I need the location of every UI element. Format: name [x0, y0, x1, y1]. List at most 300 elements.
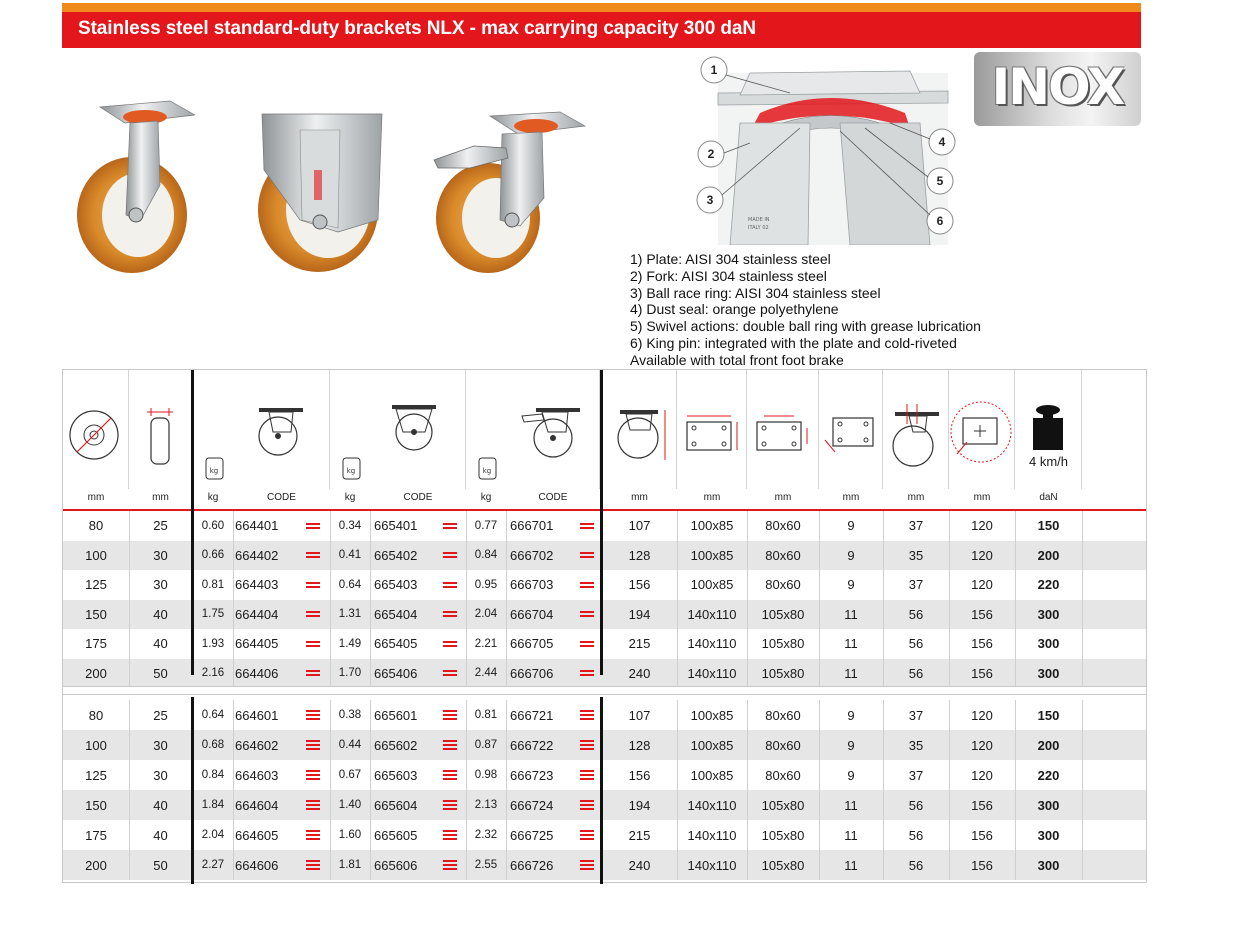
cell-plate: 140x110	[687, 827, 737, 843]
cell-h: 107	[628, 518, 651, 534]
exploded-diagram	[690, 53, 960, 245]
cell-kg2: 0.64	[338, 578, 362, 591]
cell-kg1: 1.84	[201, 799, 225, 811]
table-row	[63, 541, 1146, 571]
note-line: 5) Swivel actions: double ball ring with grease lubrication	[630, 318, 981, 335]
cell-separator	[1082, 659, 1083, 689]
cell-load: 300	[1037, 827, 1060, 843]
cell-separator	[506, 820, 507, 850]
cell-code3: 666725	[510, 827, 554, 843]
cell-separator	[233, 659, 234, 689]
cell-radius: 156	[971, 857, 993, 873]
cell-code1: 664401	[235, 518, 279, 534]
unit-label: mm	[631, 492, 648, 503]
cell-plate: 100x85	[690, 767, 734, 783]
cell-kg2: 1.31	[338, 608, 362, 621]
red-bar-icon	[580, 570, 594, 600]
red-bar-icon	[580, 730, 594, 760]
cell-bolt: 9	[847, 767, 855, 783]
cell-separator	[370, 730, 371, 760]
cell-separator	[370, 659, 371, 689]
cell-load: 150	[1037, 518, 1060, 534]
cell-kg1: 0.64	[201, 709, 225, 721]
cell-separator	[370, 760, 371, 790]
load-capacity-icon	[1015, 370, 1082, 489]
cell-holes: 105x80	[761, 665, 805, 681]
cell-separator	[233, 629, 234, 659]
red-bar-icon	[580, 659, 594, 689]
cell-kg3: 2.55	[474, 859, 498, 871]
cell-d: 175	[85, 636, 107, 652]
cell-separator	[233, 600, 234, 630]
red-bar-icon	[580, 541, 594, 571]
product-table	[62, 369, 1147, 883]
cell-plate: 100x85	[690, 577, 734, 593]
cell-code3: 666724	[510, 797, 554, 813]
cell-separator	[506, 570, 507, 600]
table-row	[63, 730, 1146, 760]
exploded-label-1: 1	[710, 63, 718, 77]
cell-d: 200	[85, 857, 107, 873]
cell-bolt: 9	[847, 707, 855, 723]
bolt-diameter-icon	[819, 370, 883, 489]
cell-kg2: 1.60	[338, 829, 362, 841]
cell-kg2: 0.38	[338, 709, 362, 721]
table-row	[63, 700, 1146, 730]
red-bar-icon	[306, 629, 320, 659]
cell-kg3: 2.04	[474, 608, 498, 621]
cell-bolt: 11	[844, 827, 858, 843]
note-line: 2) Fork: AISI 304 stainless steel	[630, 267, 827, 284]
cell-offset: 56	[908, 606, 924, 622]
cell-separator	[233, 820, 234, 850]
column-divider	[191, 370, 194, 675]
red-bar-icon	[443, 850, 457, 880]
exploded-label-2: 2	[707, 147, 715, 161]
cell-holes: 105x80	[761, 797, 805, 813]
cell-load: 300	[1037, 797, 1060, 813]
cell-h: 128	[628, 547, 651, 563]
cell-d: 125	[85, 577, 107, 593]
cell-h: 156	[628, 767, 651, 783]
table-row	[63, 760, 1146, 790]
red-bar-icon	[443, 570, 457, 600]
cell-d: 150	[85, 606, 107, 622]
cell-w: 30	[153, 577, 168, 593]
red-bar-icon	[306, 511, 320, 541]
cell-load: 200	[1037, 547, 1060, 563]
cell-separator	[233, 511, 234, 541]
cell-kg3: 2.21	[474, 637, 498, 650]
cell-kg3: 2.44	[474, 667, 498, 680]
cell-offset: 56	[908, 636, 924, 652]
red-bar-icon	[443, 730, 457, 760]
cell-radius: 120	[971, 707, 993, 723]
cell-offset: 56	[908, 665, 924, 681]
table-row	[63, 659, 1146, 689]
cell-d: 80	[88, 518, 104, 534]
cell-separator	[1082, 850, 1083, 880]
unit-label: mm	[87, 492, 105, 503]
red-bar-icon	[443, 790, 457, 820]
cell-offset: 37	[908, 577, 924, 593]
kg-weight-icon: kg	[482, 467, 492, 475]
cell-separator	[1082, 730, 1083, 760]
unit-header-row	[63, 489, 1146, 509]
cell-separator	[1082, 760, 1083, 790]
cell-load: 150	[1037, 707, 1060, 723]
red-bar-icon	[443, 659, 457, 689]
icon-header-row	[63, 370, 1146, 489]
cell-kg2: 1.81	[338, 859, 362, 871]
cell-w: 50	[153, 857, 168, 873]
cell-kg2: 0.41	[338, 549, 362, 562]
cell-plate: 140x110	[687, 857, 737, 873]
swivel-castor-image	[70, 95, 195, 275]
cell-kg2: 0.67	[338, 769, 362, 781]
cell-separator	[1082, 629, 1083, 659]
cell-code2: 665403	[374, 577, 418, 593]
unit-label: mm	[152, 492, 169, 503]
cell-kg3: 0.95	[474, 578, 498, 591]
cell-w: 40	[153, 827, 168, 843]
cell-plate: 100x85	[690, 547, 734, 563]
cell-code1: 664404	[235, 606, 279, 622]
cell-load: 220	[1037, 767, 1060, 783]
cell-code2: 665406	[374, 665, 418, 681]
cell-separator	[233, 850, 234, 880]
cell-radius: 156	[971, 797, 993, 813]
cell-kg3: 0.84	[474, 549, 498, 562]
cell-h: 107	[628, 707, 651, 723]
cell-code2: 665402	[374, 547, 418, 563]
cell-w: 50	[153, 665, 168, 681]
table-row	[63, 820, 1146, 850]
cell-bolt: 11	[844, 665, 858, 681]
cell-code3: 666704	[510, 606, 554, 622]
cell-separator	[506, 850, 507, 880]
cell-plate: 140x110	[687, 797, 737, 813]
cell-separator	[233, 541, 234, 571]
inox-badge	[974, 52, 1141, 126]
cell-plate: 100x85	[690, 707, 734, 723]
cell-code3: 666703	[510, 577, 554, 593]
note-line: Available with total front foot brake	[630, 351, 844, 368]
cell-kg3: 0.81	[474, 709, 498, 721]
cell-h: 240	[628, 857, 651, 873]
cell-bolt: 11	[844, 636, 858, 652]
cell-kg1: 0.68	[201, 739, 225, 751]
red-bar-icon	[306, 700, 320, 730]
cell-holes: 105x80	[761, 606, 805, 622]
unit-label: mm	[907, 492, 925, 503]
exploded-label-5: 5	[936, 174, 944, 188]
cell-w: 40	[153, 636, 168, 652]
cell-code2: 665603	[374, 767, 418, 783]
wheel-diameter-icon	[63, 370, 129, 489]
cell-h: 194	[628, 797, 651, 813]
cell-radius: 156	[971, 636, 993, 652]
cell-w: 25	[153, 707, 168, 723]
cell-separator	[370, 700, 371, 730]
cell-kg2: 0.34	[338, 519, 362, 532]
cell-separator	[233, 760, 234, 790]
cell-separator	[1082, 600, 1083, 630]
red-bar-icon	[306, 541, 320, 571]
red-bar-icon	[580, 629, 594, 659]
cell-kg3: 2.32	[474, 829, 498, 841]
unit-label: CODE	[538, 492, 568, 503]
cell-radius: 156	[971, 665, 993, 681]
cell-load: 300	[1037, 665, 1060, 681]
cell-w: 30	[153, 767, 168, 783]
column-divider	[600, 370, 603, 675]
cell-bolt: 9	[847, 518, 855, 534]
cell-d: 100	[85, 547, 107, 563]
cell-separator	[370, 850, 371, 880]
red-bar-icon	[580, 850, 594, 880]
note-line: 4) Dust seal: orange polyethylene	[630, 301, 839, 318]
cell-code1: 664403	[235, 577, 279, 593]
cell-kg3: 0.77	[474, 519, 498, 532]
cell-h: 156	[628, 577, 651, 593]
cell-plate: 100x85	[690, 518, 734, 534]
cell-holes: 80x60	[765, 518, 801, 534]
cell-kg1: 0.60	[201, 519, 225, 532]
cell-h: 128	[628, 737, 651, 753]
cell-load: 300	[1037, 857, 1060, 873]
cell-code2: 665601	[374, 707, 418, 723]
unit-label: CODE	[403, 492, 433, 503]
cell-kg1: 2.16	[201, 667, 225, 680]
exploded-label-4: 4	[938, 135, 946, 149]
cell-w: 30	[153, 737, 168, 753]
cell-bolt: 9	[847, 737, 855, 753]
plate-size-icon	[677, 370, 747, 489]
cell-separator	[370, 790, 371, 820]
cell-code3: 666721	[510, 707, 554, 723]
red-bar-icon	[306, 850, 320, 880]
cell-code3: 666726	[510, 857, 554, 873]
table-row	[63, 570, 1146, 600]
red-bar-icon	[443, 600, 457, 630]
cell-separator	[370, 629, 371, 659]
cell-d: 150	[85, 797, 107, 813]
fixed-castor-image	[250, 110, 390, 280]
red-bar-icon	[580, 790, 594, 820]
red-bar-icon	[306, 820, 320, 850]
cell-kg1: 2.04	[201, 829, 225, 841]
table-group-standard	[63, 511, 1146, 687]
cell-h: 240	[628, 665, 651, 681]
cell-separator	[233, 730, 234, 760]
unit-label: daN	[1039, 492, 1058, 503]
cell-code3: 666701	[510, 518, 554, 534]
cell-code2: 665404	[374, 606, 418, 622]
cell-code3: 666722	[510, 737, 554, 753]
table-row	[63, 629, 1146, 659]
cell-separator	[506, 600, 507, 630]
cell-kg2: 1.40	[338, 799, 362, 811]
cell-separator	[370, 820, 371, 850]
note-line: 1) Plate: AISI 304 stainless steel	[630, 251, 831, 267]
column-divider	[600, 697, 603, 884]
unit-label: CODE	[267, 492, 296, 503]
cell-holes: 105x80	[761, 857, 805, 873]
red-bar-icon	[443, 760, 457, 790]
cell-offset: 35	[908, 737, 924, 753]
red-bar-icon	[306, 790, 320, 820]
cell-holes: 80x60	[765, 737, 801, 753]
cell-d: 100	[85, 737, 107, 753]
cell-code2: 665401	[374, 518, 418, 534]
cell-d: 200	[85, 665, 107, 681]
table-row	[63, 511, 1146, 541]
cell-offset: 56	[908, 797, 924, 813]
red-bar-icon	[443, 700, 457, 730]
red-bar-icon	[580, 820, 594, 850]
cell-separator	[506, 700, 507, 730]
exploded-label-3: 3	[706, 193, 714, 207]
cell-kg2: 0.44	[338, 739, 362, 751]
cell-separator	[1082, 511, 1083, 541]
cell-w: 25	[153, 518, 168, 534]
cell-w: 40	[153, 797, 168, 813]
cell-code1: 664406	[235, 665, 279, 681]
cell-separator	[370, 541, 371, 571]
table-row	[63, 600, 1146, 630]
unit-label: kg	[480, 492, 492, 503]
exploded-fork-text-2: ITALY 02	[748, 225, 769, 231]
header-bar	[62, 12, 1141, 48]
cell-code3: 666705	[510, 636, 554, 652]
inox-badge-text: INOX	[991, 58, 1124, 116]
cell-code2: 665405	[374, 636, 418, 652]
cell-holes: 80x60	[765, 767, 801, 783]
table-row	[63, 790, 1146, 820]
red-bar-icon	[443, 511, 457, 541]
cell-offset: 37	[908, 767, 924, 783]
cell-separator	[233, 700, 234, 730]
table-group-second	[63, 696, 1146, 884]
unit-label: mm	[703, 492, 721, 503]
cell-code2: 665602	[374, 737, 418, 753]
cell-kg3: 0.98	[474, 769, 498, 781]
header-accent-bar	[62, 3, 1141, 12]
cell-bolt: 9	[847, 547, 855, 563]
cell-h: 215	[628, 636, 651, 652]
cell-radius: 156	[971, 606, 993, 622]
swivel-radius-icon	[949, 370, 1015, 489]
cell-separator	[1082, 790, 1083, 820]
cell-separator	[233, 570, 234, 600]
cell-separator	[506, 541, 507, 571]
cell-separator	[1082, 820, 1083, 850]
cell-w: 40	[153, 606, 168, 622]
note-line: 6) King pin: integrated with the plate and cold-riveted	[630, 334, 957, 351]
red-bar-icon	[580, 600, 594, 630]
cell-plate: 140x110	[687, 636, 737, 652]
cell-kg2: 1.70	[338, 667, 362, 680]
cell-code3: 666702	[510, 547, 554, 563]
cell-separator	[1082, 541, 1083, 571]
cell-plate: 140x110	[687, 665, 737, 681]
cell-radius: 120	[971, 547, 993, 563]
cell-code2: 665605	[374, 827, 418, 843]
cell-code1: 664602	[235, 737, 279, 753]
group-spacer	[63, 686, 1146, 695]
cell-load: 220	[1037, 577, 1060, 593]
cell-radius: 120	[971, 518, 993, 534]
cell-holes: 80x60	[765, 577, 801, 593]
cell-code1: 664601	[235, 707, 279, 723]
table-row	[63, 850, 1146, 880]
cell-separator	[370, 570, 371, 600]
bolt-hole-spacing-icon	[747, 370, 819, 489]
material-notes	[630, 251, 981, 369]
red-bar-icon	[306, 659, 320, 689]
red-bar-icon	[306, 730, 320, 760]
cell-kg1: 0.81	[201, 578, 225, 591]
red-bar-icon	[443, 541, 457, 571]
cell-kg1: 2.27	[201, 859, 225, 871]
red-bar-icon	[443, 820, 457, 850]
cell-radius: 120	[971, 737, 993, 753]
cell-offset: 37	[908, 518, 924, 534]
cell-bolt: 11	[844, 606, 858, 622]
red-bar-icon	[580, 511, 594, 541]
cell-kg1: 0.66	[201, 549, 225, 562]
fixed-castor-icon	[330, 370, 466, 489]
cell-separator	[1082, 700, 1083, 730]
exploded-label-6: 6	[936, 214, 944, 228]
cell-code1: 664402	[235, 547, 279, 563]
cell-separator	[1082, 570, 1083, 600]
cell-separator	[370, 511, 371, 541]
cell-holes: 105x80	[761, 636, 805, 652]
cell-radius: 120	[971, 577, 993, 593]
unit-label: mm	[842, 492, 860, 503]
unit-label: mm	[774, 492, 792, 503]
cell-h: 215	[628, 827, 651, 843]
red-bar-icon	[306, 570, 320, 600]
cell-code1: 664603	[235, 767, 279, 783]
red-bar-icon	[580, 700, 594, 730]
cell-kg3: 2.13	[474, 799, 498, 811]
cell-separator	[506, 730, 507, 760]
cell-code1: 664606	[235, 857, 279, 873]
column-divider	[191, 697, 194, 884]
cell-d: 175	[85, 827, 107, 843]
cell-offset: 56	[908, 857, 924, 873]
cell-code1: 664405	[235, 636, 279, 652]
cell-code1: 664605	[235, 827, 279, 843]
cell-offset: 35	[908, 547, 924, 563]
red-bar-icon	[580, 760, 594, 790]
red-bar-icon	[443, 629, 457, 659]
cell-code1: 664604	[235, 797, 279, 813]
cell-offset: 56	[908, 827, 924, 843]
cell-offset: 37	[908, 707, 924, 723]
cell-holes: 80x60	[765, 547, 801, 563]
cell-separator	[370, 600, 371, 630]
cell-load: 200	[1037, 737, 1060, 753]
cell-code3: 666723	[510, 767, 554, 783]
note-line: 3) Ball race ring: AISI 304 stainless steel	[630, 284, 881, 301]
swivel-brake-castor-image	[430, 108, 590, 278]
cell-separator	[506, 659, 507, 689]
cell-kg1: 0.84	[201, 769, 225, 781]
